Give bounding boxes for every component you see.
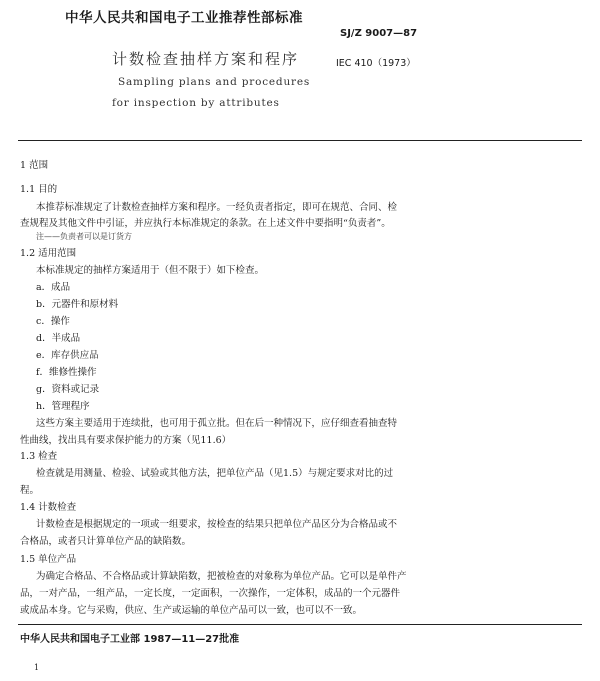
page-number: 1 [34, 663, 40, 672]
approval-line: 中华人民共和国电子工业部 1987—11—27批准 [20, 634, 240, 645]
section-1-5-para-line3: 或成品本身。它与采购，供应、生产或运输的单位产品可以一致，也可以不一致。 [20, 605, 363, 616]
list-item: e．库存供应品 [36, 350, 99, 361]
document-title-en-line1: Sampling plans and procedures [118, 76, 311, 88]
document-title-en-line2: for inspection by attributes [112, 97, 280, 109]
list-item: g．资料或记录 [36, 384, 100, 395]
list-item: a．成品 [36, 282, 71, 293]
section-1-1-para-line2: 查规程及其他文件中引证，并应执行本标准规定的条款。在上述文件中要指明“负责者”。 [20, 218, 391, 229]
standard-code: SJ/Z 9007—87 [340, 28, 418, 39]
header-divider [18, 140, 582, 141]
section-1-4-para-line1: 计数检查是根据规定的一项或一组要求，按检查的结果只把单位产品区分为合格品或不 [36, 519, 398, 530]
list-item: f．维修性操作 [36, 367, 97, 378]
list-item: d．半成品 [36, 333, 81, 344]
section-1-5-para-line2: 品，一对产品，一组产品，一定长度，一定面积，一次操作，一定体积，成品的一个元器件 [20, 588, 401, 599]
section-1-3-para-line2: 程。 [20, 485, 40, 496]
list-item: c．操作 [36, 316, 70, 327]
section-1-heading: 1 范围 [20, 160, 49, 171]
section-1-2-para-line2: 这些方案主要适用于连续批，也可用于孤立批。但在后一种情况下，应仔细查看抽查特 [36, 418, 398, 429]
section-1-4-heading: 1.4 计数检查 [20, 502, 77, 513]
footer-divider [18, 624, 582, 625]
section-1-1-note: 注——负责者可以是订货方 [36, 232, 132, 241]
section-1-5-heading: 1.5 单位产品 [20, 554, 77, 565]
section-1-3-para-line1: 检查就是用测量、检验、试验或其他方法，把单位产品（见1.5）与规定要求对比的过 [36, 468, 394, 479]
list-item: h．管理程序 [36, 401, 90, 412]
standard-title: 中华人民共和国电子工业推荐性部标准 [65, 10, 303, 26]
section-1-4-para-line2: 合格品，或者只计算单位产品的缺陷数。 [20, 536, 192, 547]
iec-reference: IEC 410（1973） [336, 58, 416, 69]
section-1-1-para-line1: 本推荐标准规定了计数检查抽样方案和程序。一经负责者指定，即可在规范、合同、检 [36, 202, 398, 213]
section-1-2-para-line3: 性曲线，找出具有要求保护能力的方案（见11.6） [20, 435, 232, 446]
document-title-cn: 计数检查抽样方案和程序 [112, 50, 300, 68]
section-1-2-heading: 1.2 适用范围 [20, 248, 77, 259]
section-1-3-heading: 1.3 检查 [20, 451, 58, 462]
section-1-2-para-line1: 本标准规定的抽样方案适用于（但不限于）如下检查。 [36, 265, 265, 276]
list-item: b．元器件和原材料 [36, 299, 119, 310]
section-1-1-heading: 1.1 目的 [20, 184, 58, 195]
section-1-5-para-line1: 为确定合格品、不合格品或计算缺陷数，把被检查的对象称为单位产品。它可以是单件产 [36, 571, 407, 582]
